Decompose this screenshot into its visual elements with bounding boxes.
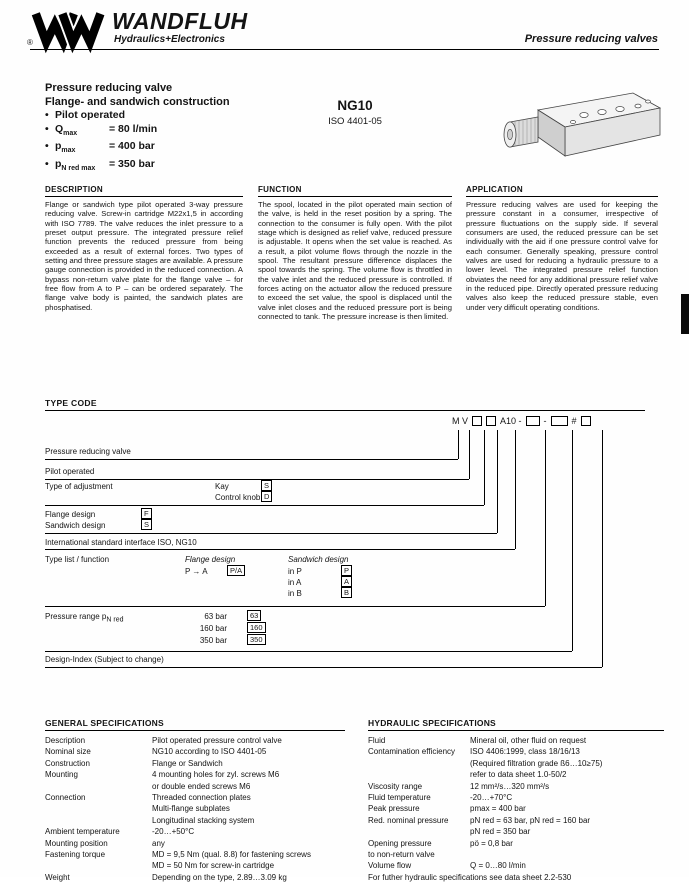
- spec-row: [368, 746, 664, 757]
- bullet-pnredmax: [45, 158, 275, 176]
- document-title: Pressure reducing valves: [524, 33, 658, 45]
- tc-sandwich-in-b-code: B: [341, 587, 352, 598]
- spec-label: Nominal size: [45, 747, 91, 757]
- bullet-icon: •: [45, 140, 49, 153]
- description-heading: DESCRIPTION: [45, 185, 243, 197]
- tc-flange-function-code: P/A: [227, 565, 245, 576]
- tc-connector-7: [572, 430, 573, 651]
- spec-row: [368, 758, 664, 769]
- spec-row: [45, 735, 345, 746]
- tc-row-pressure-reducing-valve: Pressure reducing valve: [45, 447, 131, 456]
- tc-sandwich-in-a-code: A: [341, 576, 352, 587]
- tc-flange-column-header: Flange design: [185, 555, 236, 564]
- tc-range-350-code: 350: [247, 634, 266, 645]
- type-code-heading: TYPE CODE: [45, 398, 97, 408]
- tc-connector-3: [484, 430, 485, 505]
- spec-value: Longitudinal stacking system: [152, 815, 255, 825]
- spec-row: [45, 826, 345, 837]
- spec-label: Contamination efficiency: [368, 747, 456, 757]
- tc-adjustment-key-code: S: [261, 480, 272, 491]
- general-specifications: [45, 718, 345, 883]
- spec-row: [368, 735, 664, 746]
- spec-value: refer to data sheet 1.0-50/2: [470, 770, 567, 780]
- iso-standard: ISO 4401-05: [328, 116, 382, 127]
- code-hash: #: [571, 416, 577, 426]
- spec-value: pö = 0,8 bar: [470, 838, 513, 848]
- spec-row: [368, 803, 664, 814]
- tc-flange-design-code: F: [141, 508, 152, 519]
- code-mid: A10 -: [500, 416, 522, 426]
- tc-row-iso-interface: International standard interface ISO, NG10: [45, 538, 197, 547]
- tc-rule-5: [45, 549, 515, 550]
- spec-row: [45, 769, 345, 780]
- function-heading: FUNCTION: [258, 185, 452, 197]
- size-block: [295, 98, 415, 127]
- spec-row: [45, 803, 345, 814]
- spec-label: Fastening torque: [45, 850, 106, 860]
- code-dash: -: [543, 416, 547, 426]
- spec-row: [368, 826, 664, 837]
- qmax-value: = 80 l/min: [109, 122, 158, 135]
- hydraulic-spec-rows: [368, 735, 664, 872]
- tc-rule-1: [45, 459, 458, 460]
- hydraulic-specs-footnote: For futher hydraulic specifications see data sheet 2.2-530: [368, 872, 572, 882]
- tc-row-pressure-range-label: Pressure range $p_{N red}$: [45, 612, 124, 624]
- tc-rule-3: [45, 505, 484, 506]
- spec-row: [45, 792, 345, 803]
- tc-row-design-index: Design-Index (Subject to change): [45, 655, 164, 664]
- spec-label: [368, 769, 470, 780]
- tc-sandwich-in-b: in B: [288, 589, 302, 598]
- spec-label: Mounting: [45, 770, 78, 780]
- header-divider: [30, 49, 659, 50]
- spec-label: Connection: [45, 793, 86, 803]
- spec-value: ISO 4406:1999, class 18/16/13: [470, 747, 580, 757]
- general-spec-rows: [45, 735, 345, 883]
- spec-label: Viscosity range: [368, 781, 423, 791]
- nominal-size: NG10: [337, 98, 373, 113]
- spec-value: pN red = 350 bar: [470, 827, 531, 837]
- spec-value: Q = 0…80 l/min: [470, 861, 526, 871]
- spec-value: 12 mm²/s…320 mm²/s: [470, 781, 550, 791]
- tc-connector-8: [602, 430, 603, 667]
- spec-row: [368, 815, 664, 826]
- bullet-text: Pilot operated: [55, 109, 126, 121]
- tc-connector-5: [515, 430, 516, 549]
- spec-value: [470, 849, 664, 860]
- spec-label: Mounting position: [45, 838, 108, 848]
- spec-value: NG10 according to ISO 4401-05: [152, 747, 267, 757]
- spec-value: MD = 9,5 Nm (qual. 8.8) for fastening screws: [152, 850, 311, 860]
- code-box-adjustment: [472, 416, 482, 426]
- registered-mark: ®: [27, 38, 33, 47]
- bullet-pilot-operated: [45, 109, 275, 123]
- spec-row: [368, 792, 664, 803]
- bullet-icon: •: [45, 122, 49, 135]
- spec-row: [368, 769, 664, 780]
- spec-label: Ambient temperature: [45, 827, 120, 837]
- spec-label: [45, 803, 152, 814]
- spec-label: [45, 781, 152, 792]
- code-box-function: [526, 416, 540, 426]
- pmax-symbol: $p_{max}$: [55, 140, 76, 155]
- tc-adjustment-knob: Control knob: [215, 493, 261, 502]
- application-column: [466, 185, 658, 312]
- tc-row-pilot-operated: Pilot operated: [45, 467, 95, 476]
- spec-row: [368, 781, 664, 792]
- general-specs-heading: GENERAL SPECIFICATIONS: [45, 718, 345, 731]
- tc-row-type-list-label: Type list / function: [45, 555, 110, 564]
- tc-sandwich-in-a: in A: [288, 578, 302, 587]
- type-code-string: [452, 416, 591, 426]
- code-prefix: M V: [452, 416, 469, 426]
- description-body: Flange or sandwich type pilot operated 3-way pressure reducing valve. Screw-in cartridge M22x1,5 in according with ISO 7789. The valve reduces the inlet pressure to a preset output pressure. The integrated pressure relief function prevents the reduced pressure from being exceeded as a result of external forces. Two types of setting and three pressure stages are available. A pressure gauge connection is provided in the reduced connection. A bypass non-return valve plate for the flange valve – for free flow from A to P – can be ordered separately. The flange valve body is painted, the sandwich plates are phosphatised.: [45, 200, 243, 312]
- tc-rule-2: [45, 479, 469, 480]
- spec-label: Construction: [45, 758, 90, 768]
- type-code-heading-rule: [45, 410, 645, 411]
- brand-name: WANDFLUH: [112, 8, 248, 34]
- spec-value: Multi-flange subplates: [152, 804, 230, 814]
- spec-value: MD = 50 Nm for screw-in cartridge: [152, 861, 275, 871]
- spec-value: Flange or Sandwich: [152, 758, 223, 768]
- brand-tagline: Hydraulics+Electronics: [114, 34, 225, 45]
- spec-value: pN red = 63 bar, pN red = 160 bar: [470, 815, 591, 825]
- bullet-qmax: [45, 123, 275, 141]
- function-column: [258, 185, 452, 321]
- tc-range-63-code: 63: [247, 610, 261, 621]
- tc-sandwich-column-header: Sandwich design: [288, 555, 349, 564]
- spec-value: Pilot operated pressure control valve: [152, 736, 282, 745]
- spec-value: or double ended screws M6: [152, 781, 251, 791]
- bullet-pmax: [45, 140, 275, 158]
- spec-value: pmax = 400 bar: [470, 804, 526, 814]
- spec-row: [45, 781, 345, 792]
- bullet-icon: •: [45, 109, 49, 121]
- tc-adjustment-knob-code: D: [261, 491, 272, 502]
- spec-value: Mineral oil, other fluid on request: [470, 736, 587, 745]
- tc-rule-6: [45, 606, 545, 607]
- bullet-icon: •: [45, 157, 49, 170]
- code-box-design-index: [581, 416, 591, 426]
- tc-rule-7: [45, 651, 572, 652]
- spec-label: Fluid: [368, 736, 386, 745]
- code-box-design: [486, 416, 496, 426]
- spec-value: Threaded connection plates: [152, 793, 251, 803]
- tc-sandwich-in-p: in P: [288, 567, 302, 576]
- tc-range-160: 160 bar: [199, 624, 227, 633]
- tc-rule-8: [45, 667, 602, 668]
- spec-value: any: [152, 838, 165, 848]
- spec-value: (Required filtration grade ß6…10≥75): [470, 758, 603, 768]
- spec-label: [368, 758, 470, 769]
- tc-flange-design: Flange design: [45, 510, 96, 519]
- hydraulic-specifications: [368, 718, 664, 883]
- spec-value: 4 mounting holes for zyl. screws M6: [152, 770, 280, 780]
- spec-row: [45, 849, 345, 860]
- application-heading: APPLICATION: [466, 185, 658, 197]
- code-box-pressure-range: [551, 416, 568, 426]
- qmax-symbol: $Q_{max}$: [55, 122, 78, 137]
- type-code-section: [0, 396, 689, 681]
- spec-row: [45, 860, 345, 871]
- spec-row: [368, 849, 664, 860]
- function-body: The spool, located in the pilot operated main section of the valve, is held in the reset position by a spring. The connection to the consumer is fully open. With the pilot stage which is designed as relief valve, reduced pressure is adjustable. It opens when the set value is reached. As a result, a pilot volume flows through the nozzle in the spool. The resultant pressure difference displaces the spool towards the spring. The volume flow is throttled in the valve inlet and the reduced pressure is controlled. If forces acting on the actuator allow the reduced pressure to exceed the set value, the spool is displaced until the valve inlet closes and the reduced pressure port is being connected to tank. The pressure increase is then limited.: [258, 200, 452, 322]
- spec-label: Weight: [45, 872, 70, 882]
- tc-sandwich-in-p-code: P: [341, 565, 352, 576]
- tc-row-adjustment-label: Type of adjustment: [45, 482, 113, 491]
- product-title-block: [45, 82, 275, 175]
- tc-range-350: 350 bar: [199, 636, 227, 645]
- spec-label: [368, 826, 470, 837]
- tc-connector-1: [458, 430, 459, 459]
- description-column: [45, 185, 243, 312]
- spec-label: Red. nominal pressure: [368, 815, 449, 825]
- wandfluh-logo-icon: [32, 10, 108, 46]
- spec-row: [368, 838, 664, 849]
- spec-row: [45, 838, 345, 849]
- tc-connector-6: [545, 430, 546, 606]
- tc-adjustment-key: Kay: [215, 482, 229, 491]
- spec-label: [45, 860, 152, 871]
- page-index-tab: [681, 294, 689, 334]
- pmax-value: = 400 bar: [109, 140, 155, 153]
- application-body: Pressure reducing valves are used for keeping the pressure constant in a consumer, irrespective of pressure fluctuations on the supply side. If several consumers are used, the reduced pressure can be set individually with the aid if one pressure control valve for each consumer. Generally speaking, pressure control valves are used for reducing a hydraulic pressure to a lower level. The integrated pressure relief function obviates the need for any additional pressure relief valve in the reduced pipe. Directly operated pressure reducing valves also keep the reduced pressure stable, even under very difficult operating conditions.: [466, 200, 658, 312]
- tc-connector-2: [469, 430, 470, 479]
- spec-label: Fluid temperature: [368, 793, 431, 803]
- spec-label: to non-return valve: [368, 850, 435, 860]
- pnredmax-value: = 350 bar: [109, 157, 155, 170]
- tc-sandwich-design: Sandwich design: [45, 521, 106, 530]
- spec-row: [45, 746, 345, 757]
- tc-sandwich-design-code: S: [141, 519, 152, 530]
- tc-flange-function: P → A: [185, 567, 208, 576]
- tc-range-63: 63 bar: [204, 612, 227, 621]
- tc-rule-4: [45, 533, 497, 534]
- spec-row: [45, 872, 345, 883]
- pnredmax-symbol: $p_{N red max}$: [55, 157, 96, 172]
- spec-label: Description: [45, 736, 86, 745]
- hydraulic-specs-heading: HYDRAULIC SPECIFICATIONS: [368, 718, 664, 731]
- tc-connector-4: [497, 430, 498, 533]
- product-title-line2: Flange- and sandwich construction: [45, 95, 230, 108]
- spec-value: Depending on the type, 2.89…3.09 kg: [152, 872, 287, 882]
- spec-value: -20…+70°C: [470, 793, 513, 803]
- product-title-line1: Pressure reducing valve: [45, 82, 173, 94]
- spec-label: Opening pressure: [368, 838, 432, 848]
- valve-illustration: [498, 80, 668, 175]
- spec-value: -20…+50°C: [152, 827, 195, 837]
- spec-row: [368, 860, 664, 871]
- spec-label: Peak pressure: [368, 804, 420, 814]
- spec-label: Volume flow: [368, 861, 412, 871]
- tc-range-160-code: 160: [247, 622, 266, 633]
- spec-row: [45, 815, 345, 826]
- spec-label: [45, 815, 152, 826]
- spec-row: [45, 758, 345, 769]
